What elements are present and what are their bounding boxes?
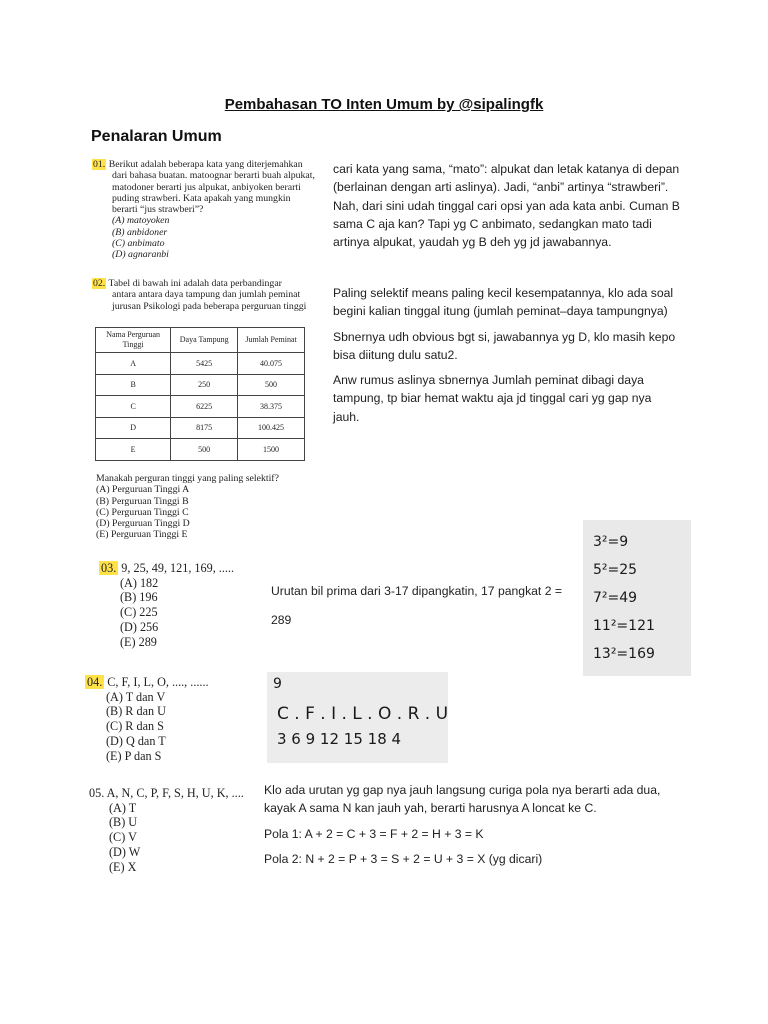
table-row <box>96 374 305 396</box>
table-row <box>96 353 305 375</box>
option-b: (B) 196 <box>120 590 158 605</box>
question-line: berarti “jus strawberi”? <box>112 204 204 216</box>
option-c: (C) Perguruan Tinggi C <box>96 506 189 518</box>
handwritten-line: 11²=121 <box>593 618 655 634</box>
explanation-text: 289 <box>271 613 292 628</box>
explanation-text: Urutan bil prima dari 3-17 dipangkatin, 17 pangkat 2 = <box>271 584 562 598</box>
option-e: (E) X <box>109 859 137 874</box>
explanation-text: cari kata yang sama, “mato”: alpukat dan letak katanya di depan (berlainan dengan arti aslinya). Jadi, “anbi” artinya “strawberi”. Nah, dari sini udah tinggal cari opsi yan ada kata anbi. Cuman B sama C aja kan? Tapi yg C anbimato, sedangkan mato tadi artinya alpukat, yaudah yg B deh yg jd jawabannya. <box>333 162 680 250</box>
table-cell: A <box>96 353 171 375</box>
handwritten-note-photo-04 <box>267 672 448 763</box>
table-header: Jumlah Peminat <box>238 328 305 353</box>
page-title: Pembahasan TO Inten Umum by @sipalingfk <box>224 96 544 113</box>
question-02-options <box>96 473 321 541</box>
table-cell: E <box>96 439 171 461</box>
option-c: (C) V <box>109 830 137 845</box>
handwritten-line: 13²=169 <box>593 646 655 662</box>
option-d: (D) W <box>109 844 141 859</box>
option-d: (D) Perguruan Tinggi D <box>96 518 190 530</box>
option-e: (E) P dan S <box>106 748 162 763</box>
explanation-text: Paling selektif means paling kecil kesempatannya, klo ada soal begini kalian tinggal itung (jumlah peminat–daya tampungnya) <box>333 286 674 319</box>
option-b: (B) U <box>109 815 138 830</box>
question-05 <box>89 786 264 874</box>
question-line: Tabel di bawah ini adalah data perbandingar <box>108 278 282 289</box>
question-number: 03. <box>101 561 117 575</box>
handwritten-line: 7²=49 <box>593 590 638 606</box>
explanation-02 <box>333 284 678 433</box>
table-cell: D <box>96 417 171 439</box>
option-a: (A) T dan V <box>106 689 166 704</box>
explanation-text: Klo ada urutan yg gap nya jauh langsung curiga pola nya berarti ada dua, kayak A sama N kan jauh yah, berarti harusnya A loncat ke C. <box>264 783 661 816</box>
explanation-text: Pola 1: A + 2 = C + 3 = F + 2 = H + 3 = K <box>264 826 484 841</box>
explanation-text: Anw rumus aslinya sbnernya Jumlah peminat dibagi daya tampung, tp biar hemat waktu aja jd tinggal cari yg gap nya jauh. <box>333 373 652 424</box>
sequence-text: C, F, I, L, O, ...., ...... <box>107 675 209 689</box>
option-e: (E) Perguruan Tinggi E <box>96 529 188 541</box>
question-number: 02. <box>93 278 106 289</box>
table-header: Nama Perguruan Tinggi <box>96 328 171 353</box>
explanation-text: Pola 2: N + 2 = P + 3 = S + 2 = U + 3 = X (yg dicari) <box>264 851 543 866</box>
explanation-03 <box>271 582 581 630</box>
question-line: matodoner berarti jus alpukat, anbiyoken berarti <box>112 181 301 193</box>
question-number: 04. <box>87 675 103 689</box>
table-cell: 8175 <box>171 417 238 439</box>
data-table <box>95 327 305 461</box>
explanation-01 <box>333 160 683 258</box>
question-line: antara antara daya tampung dan jumlah peminat <box>112 289 301 301</box>
table-row <box>96 417 305 439</box>
table-row <box>96 396 305 418</box>
option-d: (D) 256 <box>120 619 159 634</box>
option-a: (A) T <box>109 800 137 815</box>
sequence-text: A, N, C, P, F, S, H, U, K, .... <box>106 786 244 800</box>
question-01 <box>92 159 317 261</box>
sequence-text: 9, 25, 49, 121, 169, ..... <box>121 561 235 575</box>
option-c: (C) R dan S <box>106 719 164 734</box>
explanation-text: Sbnernya udh obvious bgt si, jawabannya yg D, klo masih kepo bisa diitung dulu satu2. <box>333 329 676 362</box>
question-line: puding strawberi. Kata apakah yang mungkin <box>112 192 291 204</box>
option-b: (B) Perguruan Tinggi B <box>96 495 189 507</box>
handwritten-line: 9 <box>273 676 282 692</box>
table-row <box>96 439 305 461</box>
question-line: Berikut adalah beberapa kata yang diterjemahkan <box>108 159 303 170</box>
question-text: Manakah perguran tinggi yang paling selektif? <box>96 473 279 484</box>
handwritten-line: 5²=25 <box>593 562 638 578</box>
option-d: (D) agnaranbi <box>112 249 169 261</box>
option-c: (C) anbimato <box>112 238 165 250</box>
option-b: (B) R dan U <box>106 704 166 719</box>
table-cell: 500 <box>238 374 305 396</box>
table-cell: 6225 <box>171 396 238 418</box>
option-a: (A) Perguruan Tinggi A <box>96 484 190 496</box>
question-number: 05. <box>89 786 105 800</box>
question-03 <box>99 561 269 649</box>
table-cell: 250 <box>171 374 238 396</box>
table-cell: 5425 <box>171 353 238 375</box>
handwritten-line: C . F . I . L . O . R . U <box>277 704 449 724</box>
table-cell: 100.425 <box>238 417 305 439</box>
handwritten-line: 3 6 9 12 15 18 4 <box>277 730 402 748</box>
explanation-05 <box>264 781 684 875</box>
question-number: 01. <box>93 159 106 170</box>
question-line: dari bahasa buatan. matoognar berarti buah alpukat, <box>112 170 315 182</box>
table-header: Daya Tampung <box>171 328 238 353</box>
table-cell: B <box>96 374 171 396</box>
table-cell: 500 <box>171 439 238 461</box>
option-e: (E) 289 <box>120 634 157 649</box>
table-cell: C <box>96 396 171 418</box>
option-c: (C) 225 <box>120 605 158 620</box>
question-04 <box>85 675 265 763</box>
option-a: (A) 182 <box>120 575 159 590</box>
handwritten-note-photo-03 <box>583 520 691 676</box>
option-d: (D) Q dan T <box>106 733 166 748</box>
handwritten-line: 3²=9 <box>593 534 629 550</box>
option-b: (B) anbidoner <box>112 226 168 238</box>
table-cell: 40.075 <box>238 353 305 375</box>
question-02 <box>92 278 317 312</box>
table-cell: 1500 <box>238 439 305 461</box>
section-heading: Penalaran Umum <box>91 128 222 145</box>
option-a: (A) matoyoken <box>112 215 170 227</box>
table-header-row <box>96 328 305 353</box>
question-line: jurusan Psikologi pada beberapa perguruan tinggi <box>112 300 307 312</box>
table-cell: 38.375 <box>238 396 305 418</box>
